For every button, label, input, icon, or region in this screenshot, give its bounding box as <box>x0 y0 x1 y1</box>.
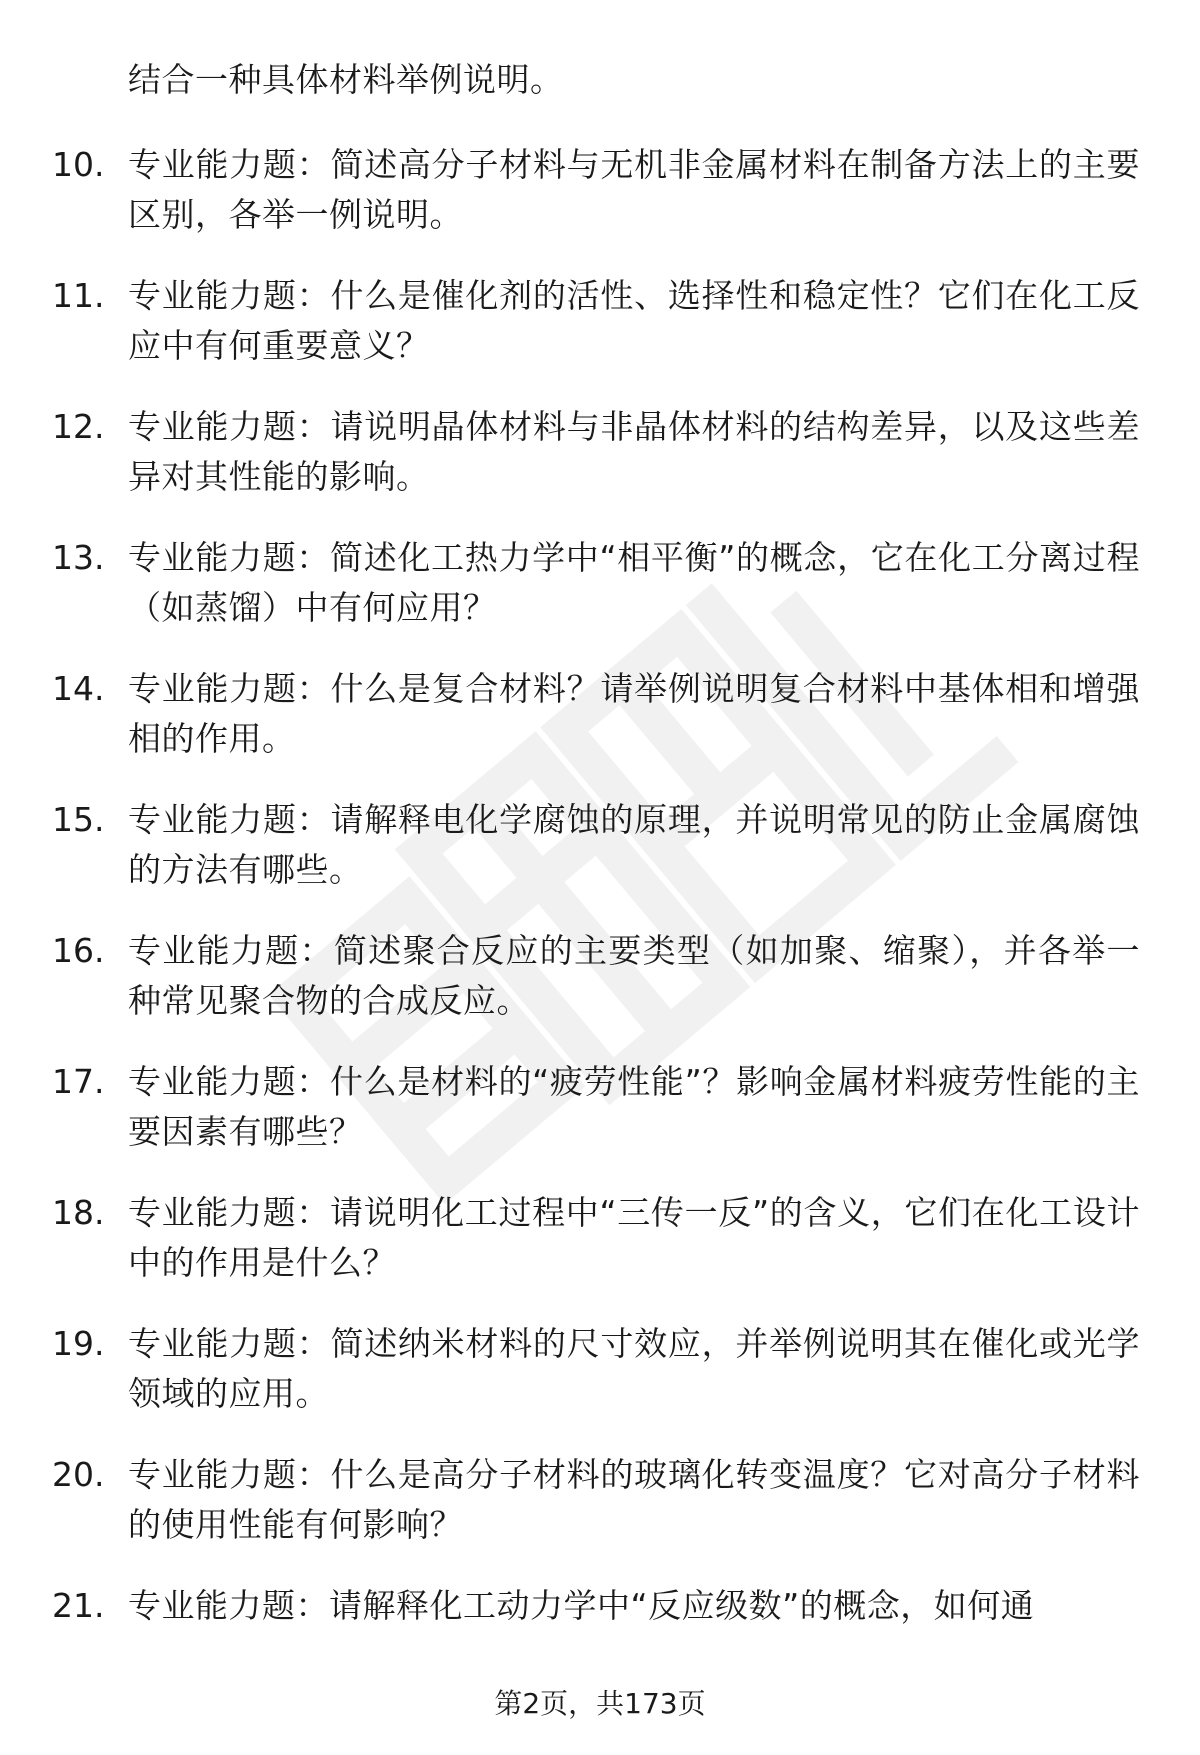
question-text: 专业能力题：简述纳米材料的尺寸效应，并举例说明其在催化或光学领域的应用。 <box>128 1324 1140 1413</box>
question-item <box>0 664 1200 771</box>
question-text: 专业能力题：什么是复合材料？请举例说明复合材料中基体相和增强相的作用。 <box>128 669 1140 758</box>
question-text: 专业能力题：简述聚合反应的主要类型（如加聚、缩聚），并各举一种常见聚合物的合成反应。 <box>128 931 1140 1020</box>
question-number: 11. <box>52 276 105 315</box>
question-number: 15. <box>52 800 105 839</box>
question-number: 16. <box>52 931 105 970</box>
question-text: 专业能力题：简述化工热力学中“相平衡”的概念，它在化工分离过程（如蒸馏）中有何应用？ <box>128 538 1140 627</box>
question-item <box>0 533 1200 640</box>
question-number: 20. <box>52 1455 105 1494</box>
question-number: 17. <box>52 1062 105 1101</box>
question-number: 18. <box>52 1193 105 1232</box>
question-number: 13. <box>52 538 105 577</box>
question-item <box>0 926 1200 1033</box>
question-text: 专业能力题：什么是材料的“疲劳性能”？影响金属材料疲劳性能的主要因素有哪些？ <box>128 1062 1140 1151</box>
question-item <box>0 1188 1200 1295</box>
continuation-text: 结合一种具体材料举例说明。 <box>128 60 564 99</box>
question-item <box>0 1581 1200 1688</box>
question-number: 14. <box>52 669 105 708</box>
question-item <box>0 795 1200 902</box>
question-item <box>0 402 1200 509</box>
question-number: 21. <box>52 1586 105 1625</box>
question-text: 专业能力题：请解释化工动力学中“反应级数”的概念，如何通 <box>128 1586 1035 1625</box>
question-number: 10. <box>52 145 105 184</box>
question-text: 专业能力题：请说明晶体材料与非晶体材料的结构差异，以及这些差异对其性能的影响。 <box>128 407 1140 496</box>
question-item <box>0 1057 1200 1164</box>
question-number: 12. <box>52 407 105 446</box>
question-number: 19. <box>52 1324 105 1363</box>
question-item <box>0 140 1200 247</box>
question-item <box>0 1319 1200 1426</box>
question-list <box>0 140 1200 1712</box>
question-item <box>0 271 1200 378</box>
question-text: 专业能力题：请说明化工过程中“三传一反”的含义，它们在化工设计中的作用是什么？ <box>128 1193 1140 1282</box>
question-text: 专业能力题：简述高分子材料与无机非金属材料在制备方法上的主要区别，各举一例说明。 <box>128 145 1140 234</box>
question-text: 专业能力题：请解释电化学腐蚀的原理，并说明常见的防止金属腐蚀的方法有哪些。 <box>128 800 1140 889</box>
question-text: 专业能力题：什么是催化剂的活性、选择性和稳定性？它们在化工反应中有何重要意义？ <box>128 276 1140 365</box>
question-text: 专业能力题：什么是高分子材料的玻璃化转变温度？它对高分子材料的使用性能有何影响？ <box>128 1455 1140 1544</box>
page-footer: 第2页，共173页 <box>494 1687 706 1720</box>
question-item <box>0 1450 1200 1557</box>
